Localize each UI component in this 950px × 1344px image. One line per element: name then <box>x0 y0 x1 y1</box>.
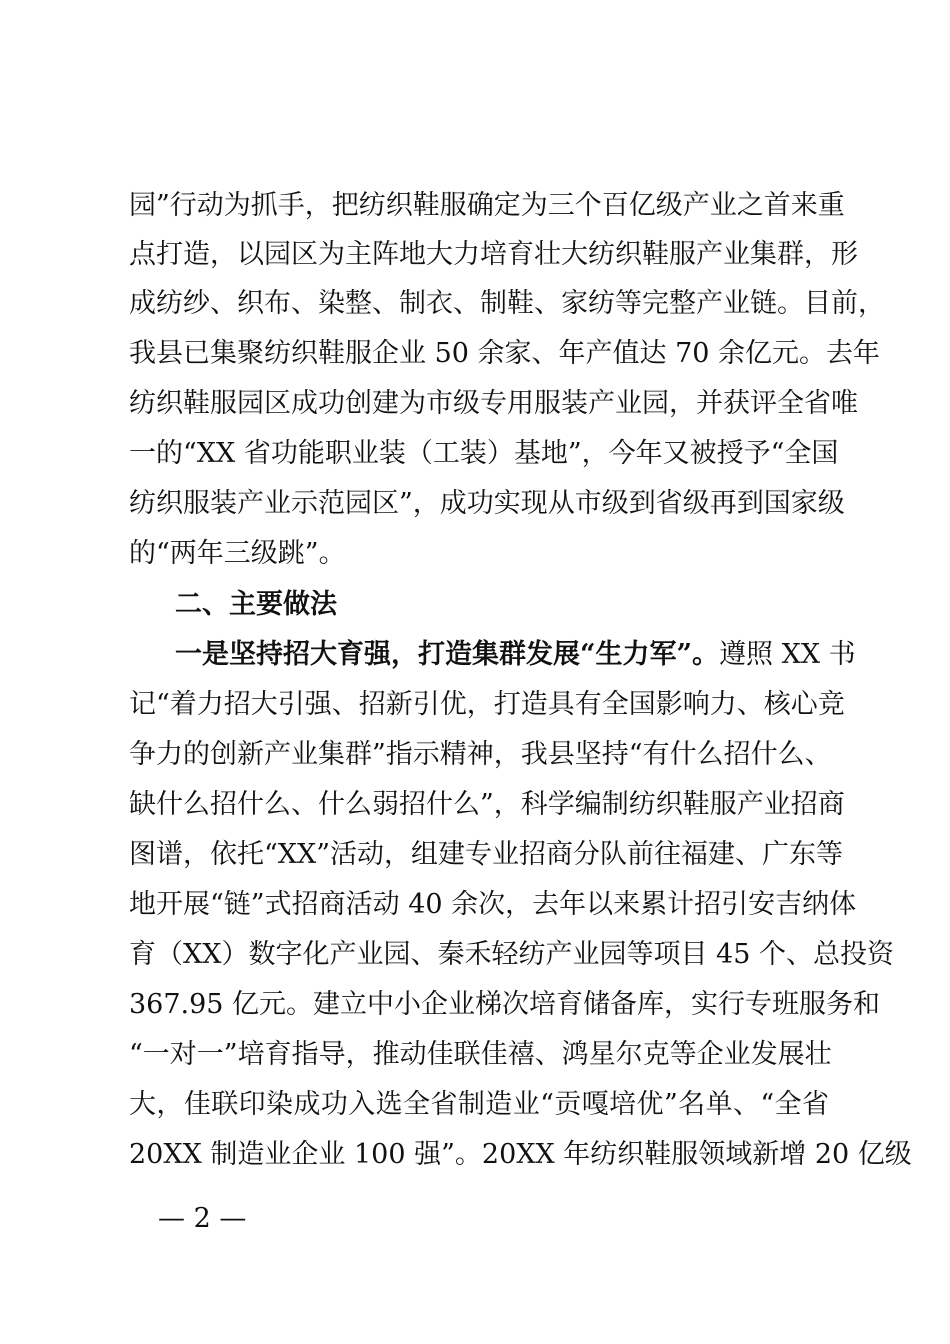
paragraph-line: 大，佳联印染成功入选全省制造业“贡嘎培优”名单、“全省 <box>129 1089 829 1120</box>
paragraph-line: 纺织鞋服园区成功创建为市级专用服装产业园，并获评全省唯 <box>129 388 858 419</box>
paragraph-line: 我县已集聚纺织鞋服企业 50 余家、年产值达 70 余亿元。去年 <box>129 338 881 369</box>
paragraph-line: 地开展“链”式招商活动 40 余次，去年以来累计招引安吉纳体 <box>129 889 857 920</box>
paragraph-line: “一对一”培育指导，推动佳联佳禧、鸿星尔克等企业发展壮 <box>129 1039 832 1070</box>
paragraph-line: 367.95 亿元。建立中小企业梯次培育储备库，实行专班服务和 <box>129 989 881 1020</box>
paragraph-line: 纺织服装产业示范园区”，成功实现从市级到省级再到国家级 <box>129 488 845 519</box>
paragraph-line: 的“两年三级跳”。 <box>129 538 346 569</box>
paragraph-first-line-rest: 遵照 XX 书 <box>719 639 856 670</box>
paragraph-line: 图谱，依托“XX”活动，组建专业招商分队前往福建、广东等 <box>129 839 844 870</box>
section-heading: 二、主要做法 <box>175 589 337 620</box>
paragraph-line: 争力的创新产业集群”指示精神，我县坚持“有什么招什么、 <box>129 739 832 770</box>
paragraph-line: 记“着力招大引强、招新引优，打造具有全国影响力、核心竞 <box>129 689 845 720</box>
paragraph-line: 园”行动为抓手，把纺织鞋服确定为三个百亿级产业之首来重 <box>129 190 845 221</box>
paragraph-line: 一的“XX 省功能职业装（工装）基地”，今年又被授予“全国 <box>129 438 839 469</box>
paragraph-line: 20XX 制造业企业 100 强”。20XX 年纺织鞋服领域新增 20 亿级 <box>129 1139 912 1170</box>
paragraph-line: 育（XX）数字化产业园、秦禾轻纺产业园等项目 45 个、总投资 <box>129 939 894 970</box>
paragraph-line: 成纺纱、织布、染整、制衣、制鞋、家纺等完整产业链。目前， <box>129 288 885 319</box>
paragraph-lead-sentence: 一是坚持招大育强，打造集群发展“生力军”。 <box>175 639 720 670</box>
paragraph-line: 缺什么招什么、什么弱招什么”，科学编制纺织鞋服产业招商 <box>129 789 845 820</box>
page-number: — 2 — <box>158 1203 247 1234</box>
paragraph-line: 点打造，以园区为主阵地大力培育壮大纺织鞋服产业集群，形 <box>129 239 858 270</box>
paragraph-first-line <box>175 639 856 671</box>
